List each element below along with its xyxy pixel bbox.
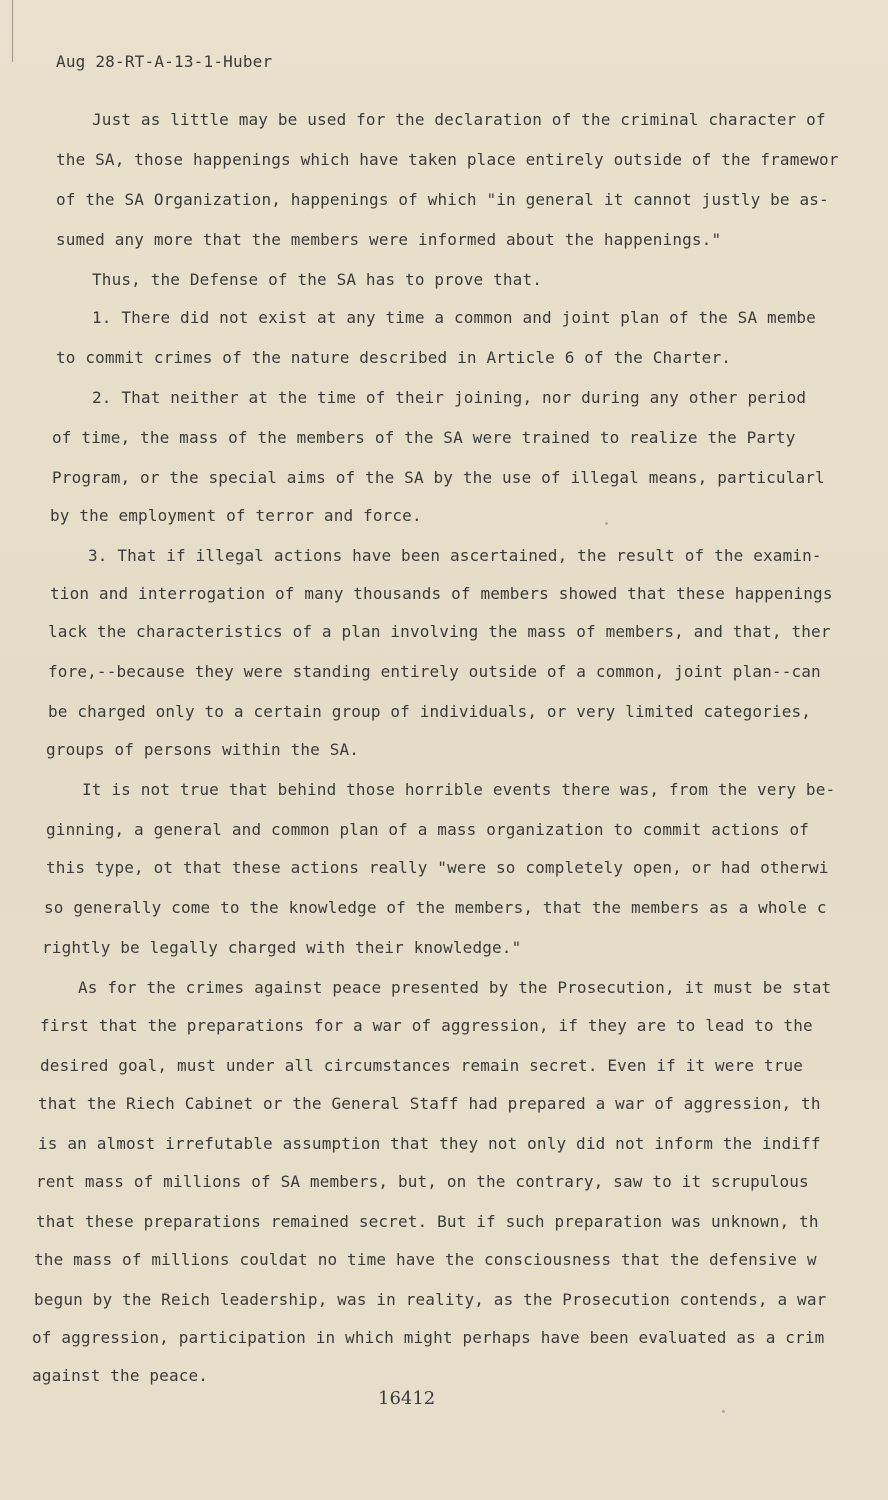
text-line: be charged only to a certain group of individuals, or very limited categories, — [48, 702, 812, 721]
text-line: sumed any more that the members were informed about the happenings." — [56, 230, 722, 249]
edge-mark — [12, 0, 13, 62]
text-line: that these preparations remained secret. But if such preparation was unknown, th — [36, 1212, 819, 1231]
text-line: of the SA Organization, happenings of which "in general it cannot justly be as- — [56, 190, 829, 209]
text-line: to commit crimes of the nature described in Article 6 of the Charter. — [56, 348, 732, 367]
text-line: the SA, those happenings which have taken place entirely outside of the framewor — [56, 150, 839, 169]
text-line: rent mass of millions of SA members, but, on the contrary, saw to it scrupulous — [36, 1172, 809, 1191]
text-line: groups of persons within the SA. — [46, 740, 360, 759]
text-line: that the Riech Cabinet or the General Staff had prepared a war of aggression, th — [38, 1094, 821, 1113]
text-line: is an almost irrefutable assumption that they not only did not inform the indiff — [38, 1134, 821, 1153]
text-line: ginning, a general and common plan of a mass organization to commit actions of — [46, 820, 810, 839]
text-line: of time, the mass of the members of the SA were trained to realize the Party — [52, 428, 796, 447]
text-line: Thus, the Defense of the SA has to prove that. — [92, 270, 543, 289]
text-line: fore,--because they were standing entirely outside of a common, joint plan--can — [48, 662, 821, 681]
text-line: tion and interrogation of many thousands of members showed that these happenings — [50, 584, 833, 603]
text-line: rightly be legally charged with their knowledge." — [42, 938, 522, 957]
text-line: by the employment of terror and force. — [50, 506, 422, 525]
text-line: Just as little may be used for the declaration of the criminal character of — [92, 110, 826, 129]
text-line: begun by the Reich leadership, was in reality, as the Prosecution contends, a war — [34, 1290, 827, 1309]
paper-speck — [722, 1410, 725, 1413]
text-line: of aggression, participation in which might perhaps have been evaluated as a crim — [32, 1328, 825, 1347]
text-line: lack the characteristics of a plan involving the mass of members, and that, ther — [48, 622, 831, 641]
text-line: against the peace. — [32, 1366, 209, 1385]
text-line: the mass of millions couldat no time have the consciousness that the defensive w — [34, 1250, 817, 1269]
paper-speck — [605, 522, 608, 525]
text-line: first that the preparations for a war of aggression, if they are to lead to the — [40, 1016, 813, 1035]
text-line: so generally come to the knowledge of the members, that the members as a whole c — [44, 898, 827, 917]
document-reference: Aug 28-RT-A-13-1-Huber — [56, 52, 273, 71]
text-line: 2. That neither at the time of their joining, nor during any other period — [92, 388, 807, 407]
text-line: As for the crimes against peace presented by the Prosecution, it must be stat — [78, 978, 832, 997]
text-line: this type, ot that these actions really "were so completely open, or had otherwi — [46, 858, 829, 877]
text-line: desired goal, must under all circumstances remain secret. Even if it were true — [40, 1056, 804, 1075]
text-line: 3. That if illegal actions have been ascertained, the result of the examin- — [88, 546, 822, 565]
text-line: It is not true that behind those horrible events there was, from the very be- — [82, 780, 836, 799]
text-line: Program, or the special aims of the SA by the use of illegal means, particularl — [52, 468, 825, 487]
page-number: 16412 — [378, 1388, 436, 1409]
text-line: 1. There did not exist at any time a common and joint plan of the SA membe — [92, 308, 816, 327]
